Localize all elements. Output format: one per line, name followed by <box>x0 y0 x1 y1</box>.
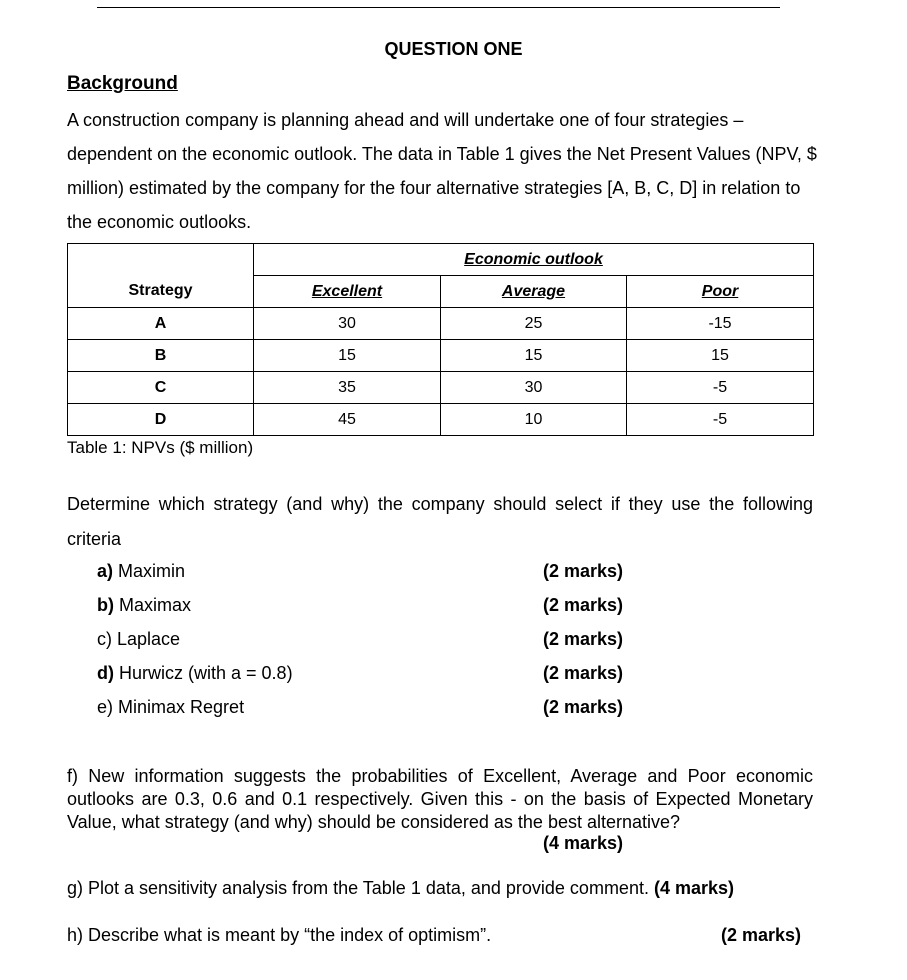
criterion-text: Laplace <box>117 629 181 649</box>
column-header-excellent: Excellent <box>254 276 441 308</box>
question-title: QUESTION ONE <box>384 39 523 59</box>
criterion-maximin <box>97 561 185 582</box>
criterion-letter: d) <box>97 663 114 683</box>
table-row <box>68 308 814 340</box>
value-cell: 10 <box>441 404 627 436</box>
npv-table <box>67 243 814 436</box>
question-h-text: h) Describe what is meant by “the index of optimism”. <box>67 925 492 945</box>
criterion-minimax-regret <box>97 697 244 718</box>
marks-label: (2 marks) <box>543 629 624 649</box>
question-h-marks: (2 marks) <box>721 925 802 945</box>
value-cell: 45 <box>254 404 441 436</box>
table-corner-cell <box>68 244 254 276</box>
strategy-cell: B <box>68 340 254 372</box>
strategy-cell: D <box>68 404 254 436</box>
criteria-intro: Determine which strategy (and why) the company should select if they use the following criteria <box>67 494 813 549</box>
value-cell: 25 <box>441 308 627 340</box>
value-cell: -5 <box>627 372 814 404</box>
criterion-letter: a) <box>97 561 114 581</box>
question-g <box>67 878 734 899</box>
table-group-header-row <box>68 244 814 276</box>
table-caption: Table 1: NPVs ($ million) <box>67 438 254 457</box>
criterion-letter: b) <box>97 595 114 615</box>
top-rule <box>97 7 780 8</box>
marks-label: (2 marks) <box>543 595 624 615</box>
column-header-poor: Poor <box>627 276 814 308</box>
value-cell: 15 <box>254 340 441 372</box>
value-cell: 15 <box>441 340 627 372</box>
table-header-row <box>68 276 814 308</box>
marks-label: (2 marks) <box>543 561 624 581</box>
criterion-laplace <box>97 629 180 650</box>
background-paragraph: A construction company is planning ahead and will undertake one of four strategies – dependent on the economic outlook. The data in Table 1 gives the Net Present Values (NPV, $ million) estimated by the company for the four alternative strategies [A, B, C, D] in relation to the economic outlooks. <box>67 110 817 232</box>
criterion-letter: c) <box>97 629 112 649</box>
value-cell: 35 <box>254 372 441 404</box>
criterion-text: Maximax <box>119 595 192 615</box>
strategy-cell: C <box>68 372 254 404</box>
criterion-maximax <box>97 595 191 616</box>
value-cell: 30 <box>254 308 441 340</box>
criterion-hurwicz <box>97 663 293 684</box>
table-row <box>68 404 814 436</box>
value-cell: -5 <box>627 404 814 436</box>
value-cell: 30 <box>441 372 627 404</box>
economic-outlook-header: Economic outlook <box>254 244 814 276</box>
question-f-marks: (4 marks) <box>543 833 624 853</box>
table-row <box>68 372 814 404</box>
value-cell: 15 <box>627 340 814 372</box>
question-f-text: f) New information suggests the probabilities of Excellent, Average and Poor economic outlooks are 0.3, 0.6 and 0.1 respectively. Given this - on the basis of Expected Monetary Value, what strategy (and why) should be considered as the best alternative? <box>67 766 813 832</box>
value-cell: -15 <box>627 308 814 340</box>
table-row <box>68 340 814 372</box>
background-heading: Background <box>67 73 178 94</box>
criterion-text: Maximin <box>118 561 186 581</box>
criterion-letter: e) <box>97 697 114 717</box>
question-g-marks: (4 marks) <box>653 878 735 898</box>
criterion-text: Hurwicz (with a = 0.8) <box>119 663 293 683</box>
column-header-average: Average <box>441 276 627 308</box>
question-g-text: g) Plot a sensitivity analysis from the Table 1 data, and provide comment. <box>67 878 649 898</box>
strategy-cell: A <box>68 308 254 340</box>
strategy-header: Strategy <box>68 276 254 308</box>
criterion-text: Minimax Regret <box>118 697 245 717</box>
marks-label: (2 marks) <box>543 697 624 717</box>
marks-label: (2 marks) <box>543 663 624 683</box>
